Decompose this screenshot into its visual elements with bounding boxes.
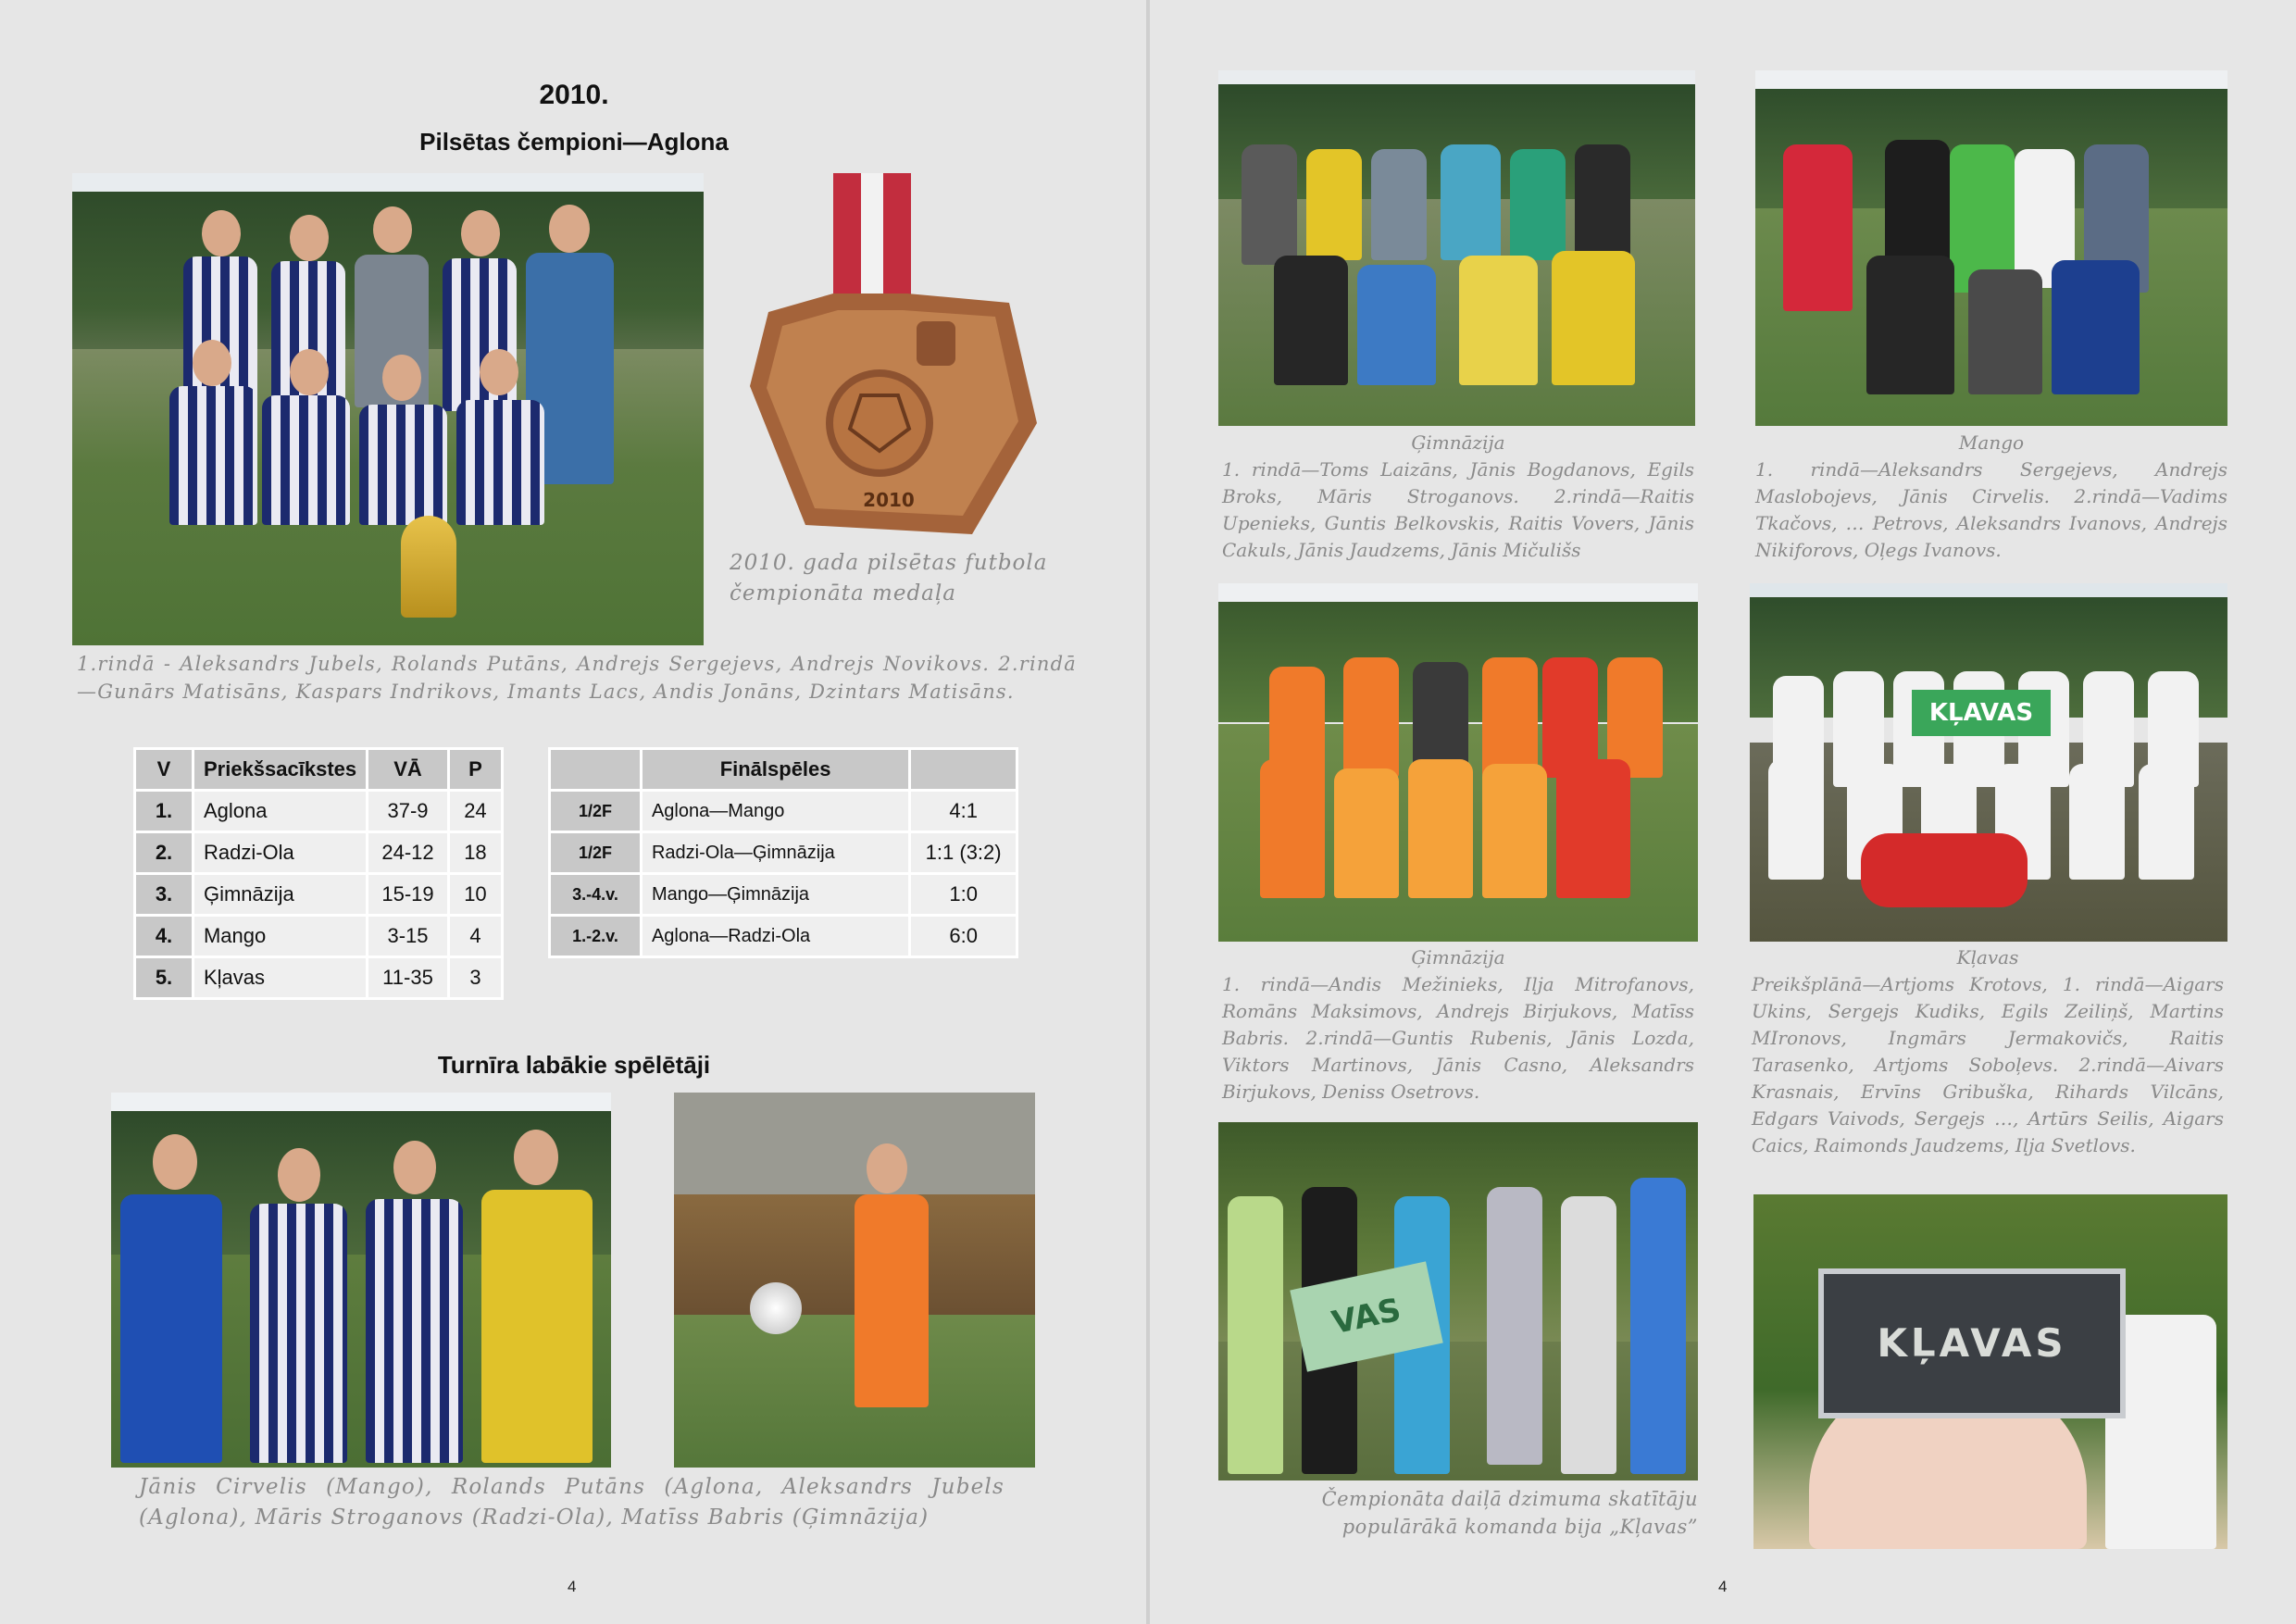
points-cell: 3 <box>450 958 501 997</box>
col-header: P <box>450 750 501 789</box>
klavas-sign-photo <box>1753 1194 2227 1549</box>
position-cell: 1. <box>136 792 192 831</box>
position-cell: 3. <box>136 875 192 914</box>
caption-title: Ģimnāzija <box>1411 946 1505 968</box>
champion-team-caption: 1.rindā - Aleksandrs Jubels, Rolands Putāns, Andrejs Sergejevs, Andrejs Novikovs. 2.rindā—Gunārs Matisāns, Kaspars Indrikovs, Imants Lacs, Andis Jonāns, Dzintars Matisāns. <box>77 653 1077 704</box>
best-players-photo <box>111 1093 611 1468</box>
finals-header-row <box>551 750 1016 789</box>
medal-icon <box>731 173 1037 543</box>
stage-cell: 1/2F <box>551 792 640 831</box>
goals-cell: 3-15 <box>368 917 447 956</box>
standings-header-row <box>136 750 501 789</box>
col-header: VĀ <box>368 750 447 789</box>
team-photo-klavas <box>1750 583 2227 942</box>
photo-caption-klavas <box>1752 944 2224 1159</box>
team-cell: Mango <box>194 917 366 956</box>
table-row <box>136 792 501 831</box>
photo-caption-mango <box>1755 430 2227 564</box>
page-number: 4 <box>1718 1578 1728 1595</box>
fan-banner: VAS <box>1290 1261 1442 1371</box>
team-cell: Radzi-Ola <box>194 833 366 872</box>
fans-photo <box>1218 1122 1698 1480</box>
col-header: Priekšsacīkstes <box>194 750 366 789</box>
finals-header: Finālspēles <box>643 750 908 789</box>
right-page <box>1150 0 2296 1624</box>
score-cell: 6:0 <box>911 917 1016 956</box>
medal-year: 2010 <box>863 489 915 511</box>
position-cell: 2. <box>136 833 192 872</box>
goals-cell: 37-9 <box>368 792 447 831</box>
stage-cell: 1.-2.v. <box>551 917 640 956</box>
points-cell: 24 <box>450 792 501 831</box>
caption-title: Kļavas <box>1956 946 2019 968</box>
position-cell: 5. <box>136 958 192 997</box>
caption-title: Mango <box>1958 431 2025 454</box>
best-players-caption: Jānis Cirvelis (Mango), Rolands Putāns (Aglona, Aleksandrs Jubels (Aglona), Māris Stroganovs (Radzi-Ola), Matīss Babris (Ģimnāzija) <box>139 1475 1004 1530</box>
team-cell: Aglona <box>194 792 366 831</box>
player-action-photo <box>674 1093 1035 1468</box>
ball-icon <box>750 1282 802 1334</box>
team-cell: Kļavas <box>194 958 366 997</box>
table-row <box>551 917 1016 956</box>
champions-subtitle: Pilsētas čempioni—Aglona <box>419 128 729 156</box>
table-row <box>136 875 501 914</box>
team-banner: KĻAVAS <box>1912 690 2051 736</box>
score-cell: 4:1 <box>911 792 1016 831</box>
caption-text: 1. rindā—Andis Mežinieks, Iļja Mitrofanovs, Romāns Maksimovs, Andrejs Birjukovs, Matīss Babris. 2.rindā—Guntis Rubenis, Jānis Lozda, Viktors Martinovs, Jānis Casno, Aleksandrs Birjukovs, Deniss Osetrovs. <box>1222 973 1694 1103</box>
goals-cell: 15-19 <box>368 875 447 914</box>
table-row <box>551 875 1016 914</box>
klavas-sign: KĻAVAS <box>1818 1268 2126 1418</box>
stage-cell: 3.-4.v. <box>551 875 640 914</box>
table-row <box>551 792 1016 831</box>
table-row <box>136 833 501 872</box>
trophy-icon <box>401 516 456 618</box>
goals-cell: 11-35 <box>368 958 447 997</box>
caption-text: 1. rindā—Aleksandrs Sergejevs, Andrejs Maslobojevs, Jānis Cirvelis. 2.rindā—Vadims Tkačovs, … Petrovs, Aleksandrs Ivanovs, Andrejs Nikiforovs, Oļegs Ivanovs. <box>1755 458 2227 561</box>
team-photo-gimnazija-2 <box>1218 583 1698 942</box>
table-row <box>136 917 501 956</box>
points-cell: 10 <box>450 875 501 914</box>
caption-title: Ģimnāzija <box>1411 431 1505 454</box>
photo-caption-gimnazija-1 <box>1222 430 1694 564</box>
finals-table <box>548 747 1018 958</box>
team-cell: Ģimnāzija <box>194 875 366 914</box>
match-cell: Mango—Ģimnāzija <box>643 875 908 914</box>
standings-table <box>133 747 504 1000</box>
photo-caption-gimnazija-2 <box>1222 944 1694 1106</box>
position-cell: 4. <box>136 917 192 956</box>
col-header: V <box>136 750 192 789</box>
points-cell: 18 <box>450 833 501 872</box>
team-photo-mango <box>1755 70 2227 426</box>
fans-caption: Čempionāta daiļā dzimuma skatītāju populārākā komanda bija „Kļavas” <box>1321 1488 1698 1539</box>
left-page <box>0 0 1146 1624</box>
table-row <box>551 833 1016 872</box>
champion-team-photo <box>72 173 704 645</box>
stage-cell: 1/2F <box>551 833 640 872</box>
medal-caption: 2010. gada pilsētas futbola čempionāta medaļa <box>730 551 1048 606</box>
caption-text: Preikšplānā—Artjoms Krotovs, 1. rindā—Aigars Ukins, Sergejs Kudiks, Egils Zeiliņš, Martins MIronovs, Ingmārs Jermakovičs, Raitis Tarasenko, Artjoms Soboļevs. 2.rindā—Aivars Krasnais, Ervīns Gribuška, Rihards Vilcāns, Edgars Vaivods, Sergejs …, Artūrs Seilis, Aigars Caics, Raimonds Jaudzems, Iļja Svetlovs. <box>1752 973 2224 1156</box>
points-cell: 4 <box>450 917 501 956</box>
score-cell: 1:1 (3:2) <box>911 833 1016 872</box>
match-cell: Aglona—Mango <box>643 792 908 831</box>
year-heading: 2010. <box>539 80 609 110</box>
team-photo-gimnazija-1 <box>1218 70 1695 426</box>
best-players-title: Turnīra labākie spēlētāji <box>437 1051 711 1079</box>
caption-text: 1. rindā—Toms Laizāns, Jānis Bogdanovs, Egils Broks, Māris Stroganovs. 2.rindā—Raitis Upenieks, Guntis Belkovskis, Raitis Vovers, Jānis Cakuls, Jānis Jaudzems, Jānis Mičulišs <box>1222 458 1694 561</box>
match-cell: Radzi-Ola—Ģimnāzija <box>643 833 908 872</box>
table-row <box>136 958 501 997</box>
score-cell: 1:0 <box>911 875 1016 914</box>
page-number: 4 <box>568 1578 577 1595</box>
goals-cell: 24-12 <box>368 833 447 872</box>
match-cell: Aglona—Radzi-Ola <box>643 917 908 956</box>
medal-image <box>731 173 1037 543</box>
